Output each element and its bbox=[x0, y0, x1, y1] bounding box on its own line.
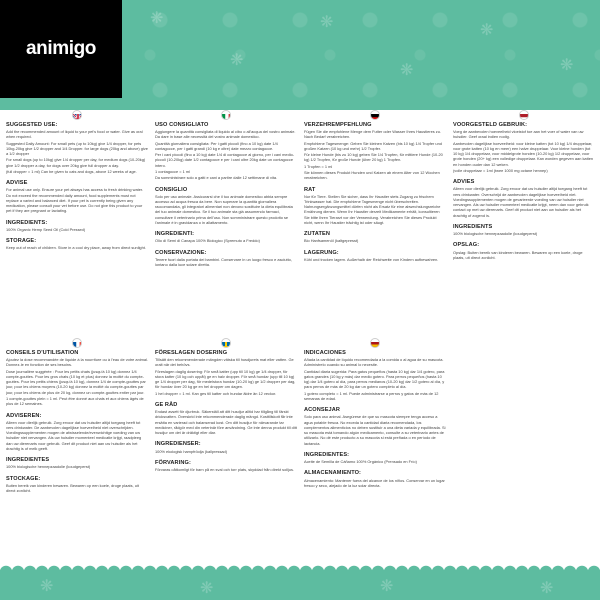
panel-swedish bbox=[155, 338, 297, 564]
panel-german bbox=[304, 110, 446, 338]
paw-icon: ❋ bbox=[200, 580, 214, 597]
panel-spanish bbox=[304, 338, 446, 564]
storage-heading: LAGERUNG: bbox=[304, 249, 339, 256]
suggested-use-text: Da somministrare solo a gatti e cani a partire dalle 12 settimane di vita. bbox=[155, 175, 278, 181]
suggested-use-heading: INDICACIONES bbox=[304, 350, 346, 356]
suggested-use-text: Aggiungere la quantità consigliata di liquido al cibo o all'acqua del vostro animale. Da dare in base alle necessità del vostro animale domestico. bbox=[155, 129, 296, 140]
suggested-use-text: Quantità giornaliera consigliata: Per i gatti piccoli (fino a 10 kg) date 1/4 contagocce, per i gatti grandi (10 kg e oltre) date mezzo contagocce. bbox=[155, 140, 278, 151]
paw-icon: ❋ bbox=[230, 52, 244, 69]
paw-icon: ❋ bbox=[540, 580, 554, 597]
advise-text: For animal use only. Ensure your pet always has access to fresh drinking water. Do not exceed the recommended daily amount, food supplements must not replace a varied and balanced diet. If your pet is currently being given any medication, please consult your vet before use. Do not give this product to your pet if they are pregnant or lactating. bbox=[6, 187, 144, 214]
storage-heading: STORAGE: bbox=[6, 238, 37, 245]
uk-flag-icon bbox=[72, 110, 82, 120]
sweden-flag-icon bbox=[221, 338, 231, 348]
suggested-use-text: 1 gotero completo = 1 ml. Puede administrarse a perros y gatos de más de 12 semanas de edad. bbox=[304, 390, 439, 401]
storage-text: Förvaras oåtkomligt för barn på en sval och torr plats, skyddad från direkt solljus. bbox=[155, 467, 295, 473]
suggested-use-heading: VOORGESTELD GEBRUIK: bbox=[453, 122, 528, 128]
suggested-use-text: Cantidad diaria sugerida: Para gatos pequeños (hasta 10 kg) dar 1/4 gotero, para gatos grandes (10 kg y más) dar medio gotero. Para perros pequeños (hasta 10 kg) dar 1/4 gotero al día, para perros medianos (10-20 kg) dar 1/2 gotero al día, y para perros de más de 20 kg dar un gotero completo al día. bbox=[304, 368, 445, 390]
suggested-use-text: For small dogs (up to 10kg) give 1/4 dropper per day, for medium dogs (10-20kg) give 1/2 dropper a day, for dogs over 20kg give full dropper a day. bbox=[6, 157, 146, 168]
advise-heading: ADVISE bbox=[6, 180, 28, 187]
footer-banner bbox=[0, 570, 600, 600]
suggested-use-text: Añada la cantidad de líquido recomendada a la comida o al agua de su mascota. Adminístrelo cuando su animal lo necesite. bbox=[304, 357, 444, 368]
suggested-use-text: Föreslagen daglig dosering: För små katter (upp till 10 kg) ge 1/4 dropper, för stora katter (10 kg och uppåt) ge en halv dropper. För små hundar (upp till 10 kg) ge 1/4 dropper per dag, för medelstora hundar (10-20 kg) ge 1/2 dropper per dag, för hundar över 20 kg ge en hel dropper om dagen. bbox=[155, 368, 296, 390]
panel-italian bbox=[155, 110, 297, 338]
suggested-use-text: Tillsätt den rekommenderade mängden vätska till husdjurets mat eller vatten. Ge oralt när det behövs. bbox=[155, 357, 294, 368]
panel-french bbox=[6, 338, 148, 564]
advise-heading: ADVISEREN: bbox=[6, 412, 42, 419]
suggested-use-text: Ajoutez la dose recommandée de liquide à la nourriture ou à l'eau de votre animal. Donnez-le en fonction de ses besoins. bbox=[6, 357, 148, 368]
suggested-use-text: Aanbevolen dagelijkse hoeveelheid: voor kleine katten (tot 10 kg) 1/4 druppelaar, voor grote katten (10 kg en meer) een halve druppelaar. Voor kleine honden (tot 10 kg) 1/4 druppelaar, voor middelgrote honden (10-20 kg) 1/2 druppelaar, voor grote honden (20+ kg) een volledige druppelaar. Kan worden gegeven aan katten en honden ouder dan 12 weken. bbox=[453, 140, 594, 167]
brand-logo bbox=[0, 0, 122, 98]
italy-flag-icon bbox=[221, 110, 231, 120]
paw-icon: ❋ bbox=[380, 578, 394, 595]
spain-flag-icon bbox=[370, 338, 380, 348]
storage-text: Almacenamiento: Mantener fuera del alcance de los niños. Conservar en un lugar fresco y seco, alejado de la luz solar directa. bbox=[304, 477, 445, 488]
header-banner bbox=[0, 0, 600, 110]
suggested-use-heading: CONSEILS D'UTILISATION bbox=[6, 350, 79, 356]
storage-heading: STOCKAGE: bbox=[6, 475, 41, 482]
panel-dutch bbox=[453, 110, 595, 338]
ingredients-text: 100% Organic Hemp Seed Oil (Cold Pressed) bbox=[6, 226, 86, 232]
suggested-use-text: Sie können dieses Produkt Hunden und Katzen ab einem Alter von 12 Wochen verabreichen. bbox=[304, 170, 440, 181]
france-flag-icon bbox=[72, 338, 82, 348]
ingredients-text: 100% ekologisk hampfröolja (kallpressad) bbox=[155, 448, 228, 454]
advise-heading: ADVIES bbox=[453, 179, 475, 186]
ingredients-text: Bio Hanfsamenöl (kaltgepresst) bbox=[304, 238, 359, 244]
brand-logo-text: animigo bbox=[25, 38, 97, 59]
suggested-use-text: Voeg de aanbevolen hoeveelheid vloeistof toe aan het voer of water van uw huisdier. Geef oraal indien nodig. bbox=[453, 129, 584, 140]
advise-text: Alleen voor dierlijk gebruik. Zorg ervoor dat uw huisdier altijd toegang heeft tot vers drinkwater. Overschrijd de aanbevolen dagelijkse hoeveelheid niet. Voedingssupplementen mogen de gevarieerde voeding van uw huisdier niet vervangen. Als uw huisdier momenteel medicatie krijgt, neem dan voor gebruik contact op met uw dierenarts. Geef dit product niet aan uw huisdier als het drachtig of zogend is. bbox=[453, 186, 589, 218]
ingredients-heading: INGREDIENTES bbox=[6, 457, 50, 464]
advise-heading: RAT bbox=[304, 186, 316, 193]
storage-heading: ALMACENAMIENTO: bbox=[304, 470, 362, 477]
advise-heading: CONSIGLIO bbox=[155, 186, 188, 193]
suggested-use-text: Per i cani piccoli (fino a 10 kg) date 1/4 di contagocce al giorno, per i cani medio-piccoli (10-20kg) date 1/2 contagocce e per i cani oltre 20kg date un contagocce intero. bbox=[155, 152, 295, 168]
suggested-use-text: 1 hel dropper = 1 ml. Kan ges till katter och hundar äldre än 12 veckor. bbox=[155, 390, 277, 396]
storage-text: Opslag: Buiten bereik van kinderen bewaren. Bewaren op een koele, droge plaats, uit direct zonlicht. bbox=[453, 249, 583, 260]
suggested-use-text: (volle druppelaar = 1ml (twee 1000 mg octane hennep) bbox=[453, 168, 548, 173]
paw-icon: ❋ bbox=[480, 22, 494, 39]
suggested-use-heading: FÖRESLAGEN DOSERING bbox=[155, 350, 228, 356]
advise-text: Nur für Tiere. Stellen Sie sicher, dass Ihr Haustier stets Zugang zu frischem Trinkwasser hat. Die empfohlene Tagesmenge nicht überschreiten. Nahrungsergänzungsmittel dürfen nicht als Ersatz für eine abwechslungsreiche Ernährung dienen. Wenn Ihr Haustier derzeit Medikamente erhält, konsultieren Sie bitte Ihren Tierarzt vor der Verwendung. Verabreichen Sie dieses Produkt nicht, wenn Ihr Haustier trächtig ist oder säugt. bbox=[304, 193, 441, 225]
paw-icon: ❋ bbox=[560, 57, 574, 74]
advise-heading: ACONSEJAR bbox=[304, 407, 341, 414]
suggested-use-text: 1 Tropfen = 1 ml bbox=[304, 163, 333, 169]
suggested-use-text: 1 contagocce = 1 ml bbox=[155, 169, 190, 174]
suggested-use-text: Dose journalière suggérée : Pour les petits chats (jusqu'à 10 kg) donnez 1/4 compte-gouttes. Pour les gros chats (10 kg et plus) donnez la moitié du compte-gouttes. Pour les petits chiens (jusqu'à 10 kg), donnez 1/4 de compte-gouttes par jour, pour les chiens moyens (10-20 kg) donnez la moitié du compte-gouttes par jour, pour les chiens de plus de 20 kg, donnez un compte-gouttes entier par jour. bbox=[6, 368, 146, 395]
netherlands-flag-icon bbox=[519, 110, 529, 120]
suggested-use-text: Fügen Sie die empfohlene Menge dem Futter oder Wasser Ihres Haustieres zu. Nach Bedarf verabreichen. bbox=[304, 129, 441, 140]
advise-text: Solo per uso animale. Assicurarsi che il tuo animale domestico abbia sempre accesso ad acqua fresca da bere. Non superare la quantità giornaliera raccomandata, gli integratori alimentari non devono sostituire la dieta equilibrata del tuo animale domestico. Se il tuo animale sta già assumendo farmaci, consultare il veterinario prima dell'uso. Non somministrare questo prodotto se l'animale è in gravidanza o in allattamento. bbox=[155, 193, 293, 225]
ingredients-text: Aceite de Semilla de Cáñamo 100% Orgánico (Prensado en Frío) bbox=[304, 459, 417, 465]
suggested-use-heading: USO CONSIGLIATO bbox=[155, 122, 209, 128]
suggested-use-text: 1 compte-gouttes plein = 1 ml. Peut être donné aux chats et aux chiens âgés de plus de 12 semaines. bbox=[6, 396, 144, 407]
suggested-use-text: Suggested Daily Amount: For small pets (up to 10kg) give 1/4 dropper, for pets 10kg-20kg give 1/2 dropper and 1/4 Dropper. for large dogs (20kg and above) give a 1/2 dropper bbox=[6, 140, 148, 157]
panel-english bbox=[6, 110, 148, 338]
storage-heading: CONSERVAZIONE: bbox=[155, 249, 207, 256]
ingredients-text: 100% biologische hennepzaadolie (koudgeperst) bbox=[453, 231, 538, 237]
advise-heading: GE RÅD bbox=[155, 402, 178, 408]
suggested-use-text: Add the recommended amount of liquid to your pet's food or water. Give as oral when required. bbox=[6, 129, 143, 140]
storage-text: Kühl und trocken lagern. Außerhalb der Reichweite von Kindern aufbewahren. bbox=[304, 256, 439, 262]
paw-icon: ❋ bbox=[150, 10, 164, 27]
storage-text: Buiten bereik van kinderen bewaren. Bewaren op een koele, droge plaats, uit direct zonlicht. bbox=[6, 482, 139, 494]
paw-icon: ❋ bbox=[40, 578, 54, 595]
storage-heading: FÖRVARING: bbox=[155, 459, 191, 466]
ingredients-text: Olio di Semi di Canapa 100% Biologico (Spremuto a Freddo) bbox=[155, 238, 260, 244]
ingredients-heading: INGREDIENSER: bbox=[155, 441, 201, 448]
storage-text: Tenere fuori dalla portata dei bambini. Conservare in un luogo fresco e asciutto, lontano dalla luce solare diretta. bbox=[155, 256, 292, 268]
advise-text: Alleen voor dierlijk gebruik. Zorg ervoor dat uw huisdier altijd toegang heeft tot vers drinkwater. De aanbevolen dagelijkse hoeveelheid niet overschrijden. Voedingssupplementen mogen de afwisselende/evenwichtige voeding van uw huisdier niet vervangen. Als uw huisdier momenteel medicatie krijgt, raadpleeg dan uw dierenarts voor gebruik. Geef dit product niet aan uw huisdier als het drachtig is of melk geeft. bbox=[6, 419, 142, 451]
suggested-use-heading: VERZEHREMPFEHLUNG bbox=[304, 122, 372, 128]
advise-text: Solo para uso animal. Asegúrese de que su mascota siempre tenga acceso a agua potable fresca. No exceda la cantidad diaria recomendada, los complementos alimenticios no deben sustituir a una dieta variada y equilibrada. Si su mascota está tomando algún medicamento, consulte a su veterinario antes de utilizarlo. No dé este producto a su mascota si está preñada o en período de lactancia. bbox=[304, 414, 446, 446]
storage-text: Keep out of reach of children. Store in a cool dry place, away from direct sunlight. bbox=[6, 245, 146, 251]
advise-text: Endast avsett för djurbruk. Säkerställ att ditt husdjur alltid har tillgång till färskt dricksvatten. Överskrid inte rekommenderade daglig mängd. Kosttillskott får inte ersätta en varierad och balanserad kost. Om ditt husdjur för närvarande tar mediciner, rådgör med din veterinär före användning. Ge inte denna produkt till ditt husdjur om det är dräktigt eller diar. bbox=[155, 409, 297, 436]
ingredients-heading: INGREDIENTES: bbox=[304, 452, 350, 458]
ingredients-heading: INGREDIENTS bbox=[453, 224, 493, 230]
ingredients-heading: ZUTATEN bbox=[304, 231, 330, 238]
germany-flag-icon bbox=[370, 110, 380, 120]
suggested-use-heading: SUGGESTED USE: bbox=[6, 122, 58, 128]
suggested-use-text: Für kleine Hunde (bis zu 10 kg) geben Sie 1/4 Tropfen, für mittlere Hunde (10-20 kg) 1/2 Tropfen, für große Hunde (über 20 kg) 1 Tropfen. bbox=[304, 152, 443, 163]
ingredients-heading: INGREDIENTS: bbox=[6, 219, 48, 226]
instructions-grid bbox=[6, 106, 596, 564]
paw-icon: ❋ bbox=[400, 62, 414, 79]
ingredients-heading: INGREDIENTI: bbox=[155, 231, 195, 238]
suggested-use-text: (full dropper = 1 ml) Can be given to cats and dogs, above 12 weeks of age. bbox=[6, 169, 137, 174]
paw-icon: ❋ bbox=[320, 14, 334, 31]
suggested-use-text: Empfohlene Tagesmenge: Geben Sie kleinen Katzen (bis 10 kg) 1/4 Tropfer und großen Katzen (10 kg und mehr) 1/2 Tropfer. bbox=[304, 140, 442, 151]
ingredients-text: 100% biologische hennepzaadolie (koudgeperst) bbox=[6, 464, 91, 470]
storage-heading: OPSLAG: bbox=[453, 242, 480, 249]
